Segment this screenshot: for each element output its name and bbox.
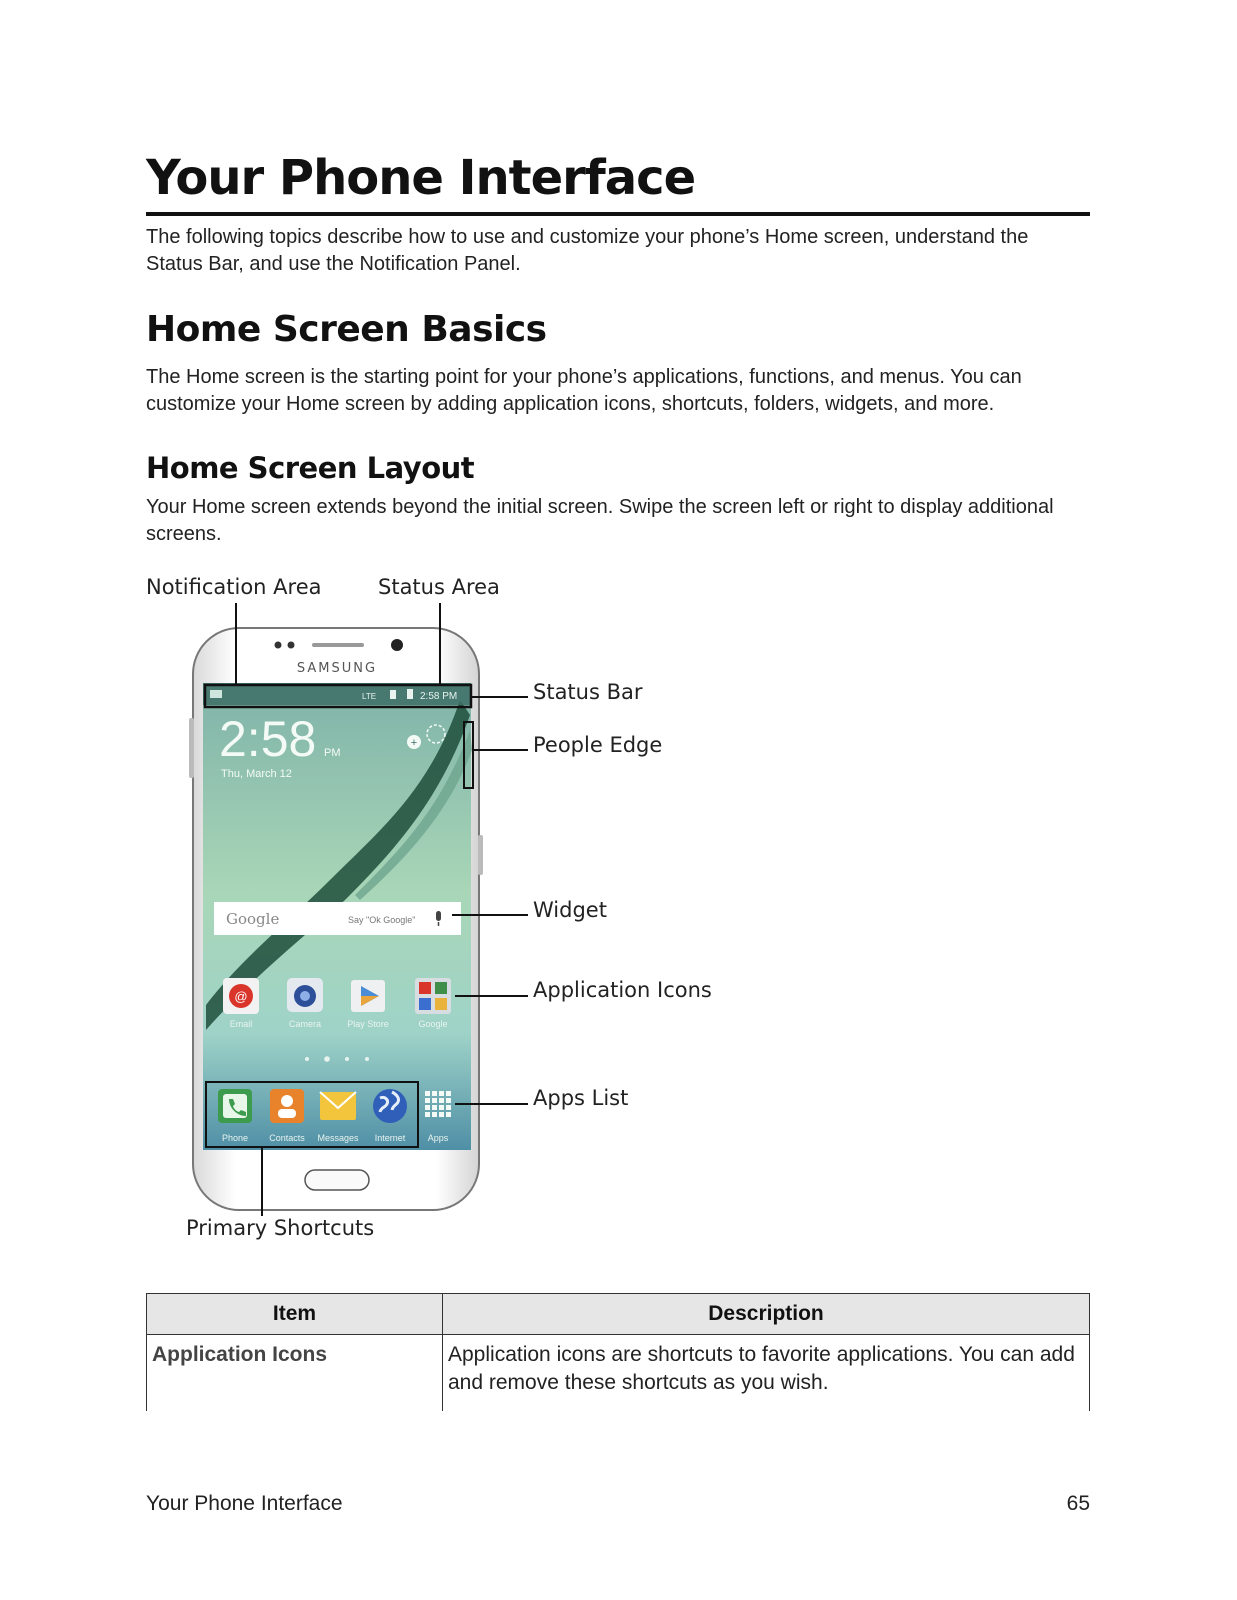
app-label-camera: Camera	[288, 1019, 322, 1029]
shortcut-label-phone: Phone	[221, 1133, 249, 1143]
table-header-description: Description	[443, 1294, 1090, 1335]
email-icon	[223, 978, 259, 1014]
callout-status-bar: Status Bar	[533, 680, 643, 704]
camera-icon	[287, 978, 323, 1012]
app-label-play-store: Play Store	[347, 1019, 389, 1029]
clock-time: 2:58	[219, 711, 317, 767]
table-header-item: Item	[147, 1294, 443, 1335]
callout-widget: Widget	[533, 898, 607, 922]
table-cell-description: Application icons are shortcuts to favorite applications. You can add and remove these shortcuts as you wish.	[443, 1335, 1090, 1412]
callout-primary-shortcuts: Primary Shortcuts	[186, 1216, 375, 1240]
items-table	[146, 1293, 1090, 1411]
callout-apps-list: Apps List	[533, 1086, 629, 1110]
messages-shortcut-icon	[320, 1092, 356, 1120]
callout-application-icons: Application Icons	[533, 978, 712, 1002]
subsection-paragraph: Your Home screen extends beyond the initial screen. Swipe the screen left or right to display additional screens.	[146, 496, 1054, 545]
callout-people-edge: People Edge	[533, 733, 663, 757]
brand-logo: SAMSUNG	[296, 661, 378, 676]
shortcut-label-internet: Internet	[374, 1133, 406, 1143]
home-button	[305, 1170, 369, 1190]
clock-date: Thu, March 12	[221, 768, 292, 780]
svg-text:LTE: LTE	[362, 692, 377, 701]
page-title: Your Phone Interface	[146, 150, 696, 206]
table-cell-item: Application Icons	[147, 1335, 443, 1412]
app-label-email: Email	[229, 1019, 253, 1029]
phone-shortcut-icon	[218, 1089, 252, 1123]
page-number: 65	[1066, 1492, 1090, 1515]
google-folder-icon	[415, 978, 451, 1014]
shortcut-label-contacts: Contacts	[269, 1133, 305, 1143]
intro-paragraph: The following topics describe how to use and customize your phone’s Home screen, understand the Status Bar, and use the Notification Panel.	[146, 226, 1029, 275]
contacts-shortcut-icon	[270, 1089, 304, 1123]
widget-google-logo: Google	[226, 910, 280, 928]
app-label-google: Google	[418, 1019, 448, 1029]
table-row	[147, 1335, 1090, 1412]
callout-status-area: Status Area	[378, 575, 500, 599]
callout-notification-area: Notification Area	[146, 575, 322, 599]
subsection-heading: Home Screen Layout	[146, 451, 475, 485]
apps-label: Apps	[427, 1133, 449, 1143]
internet-shortcut-icon	[373, 1089, 407, 1123]
section-paragraph: The Home screen is the starting point for your phone’s applications, functions, and menus. You can customize your Home screen by adding application icons, shortcuts, folders, widgets, and more.	[146, 366, 1022, 415]
svg-text:+: +	[410, 737, 418, 749]
shortcut-label-messages: Messages	[317, 1133, 359, 1143]
svg-text:@: @	[234, 989, 248, 1004]
widget-hint: Say "Ok Google"	[348, 915, 416, 925]
play-store-icon	[351, 980, 385, 1012]
svg-text:2:58 PM: 2:58 PM	[420, 691, 458, 702]
section-heading: Home Screen Basics	[146, 309, 547, 350]
svg-text:PM: PM	[324, 747, 341, 759]
footer-section: Your Phone Interface	[146, 1492, 343, 1515]
